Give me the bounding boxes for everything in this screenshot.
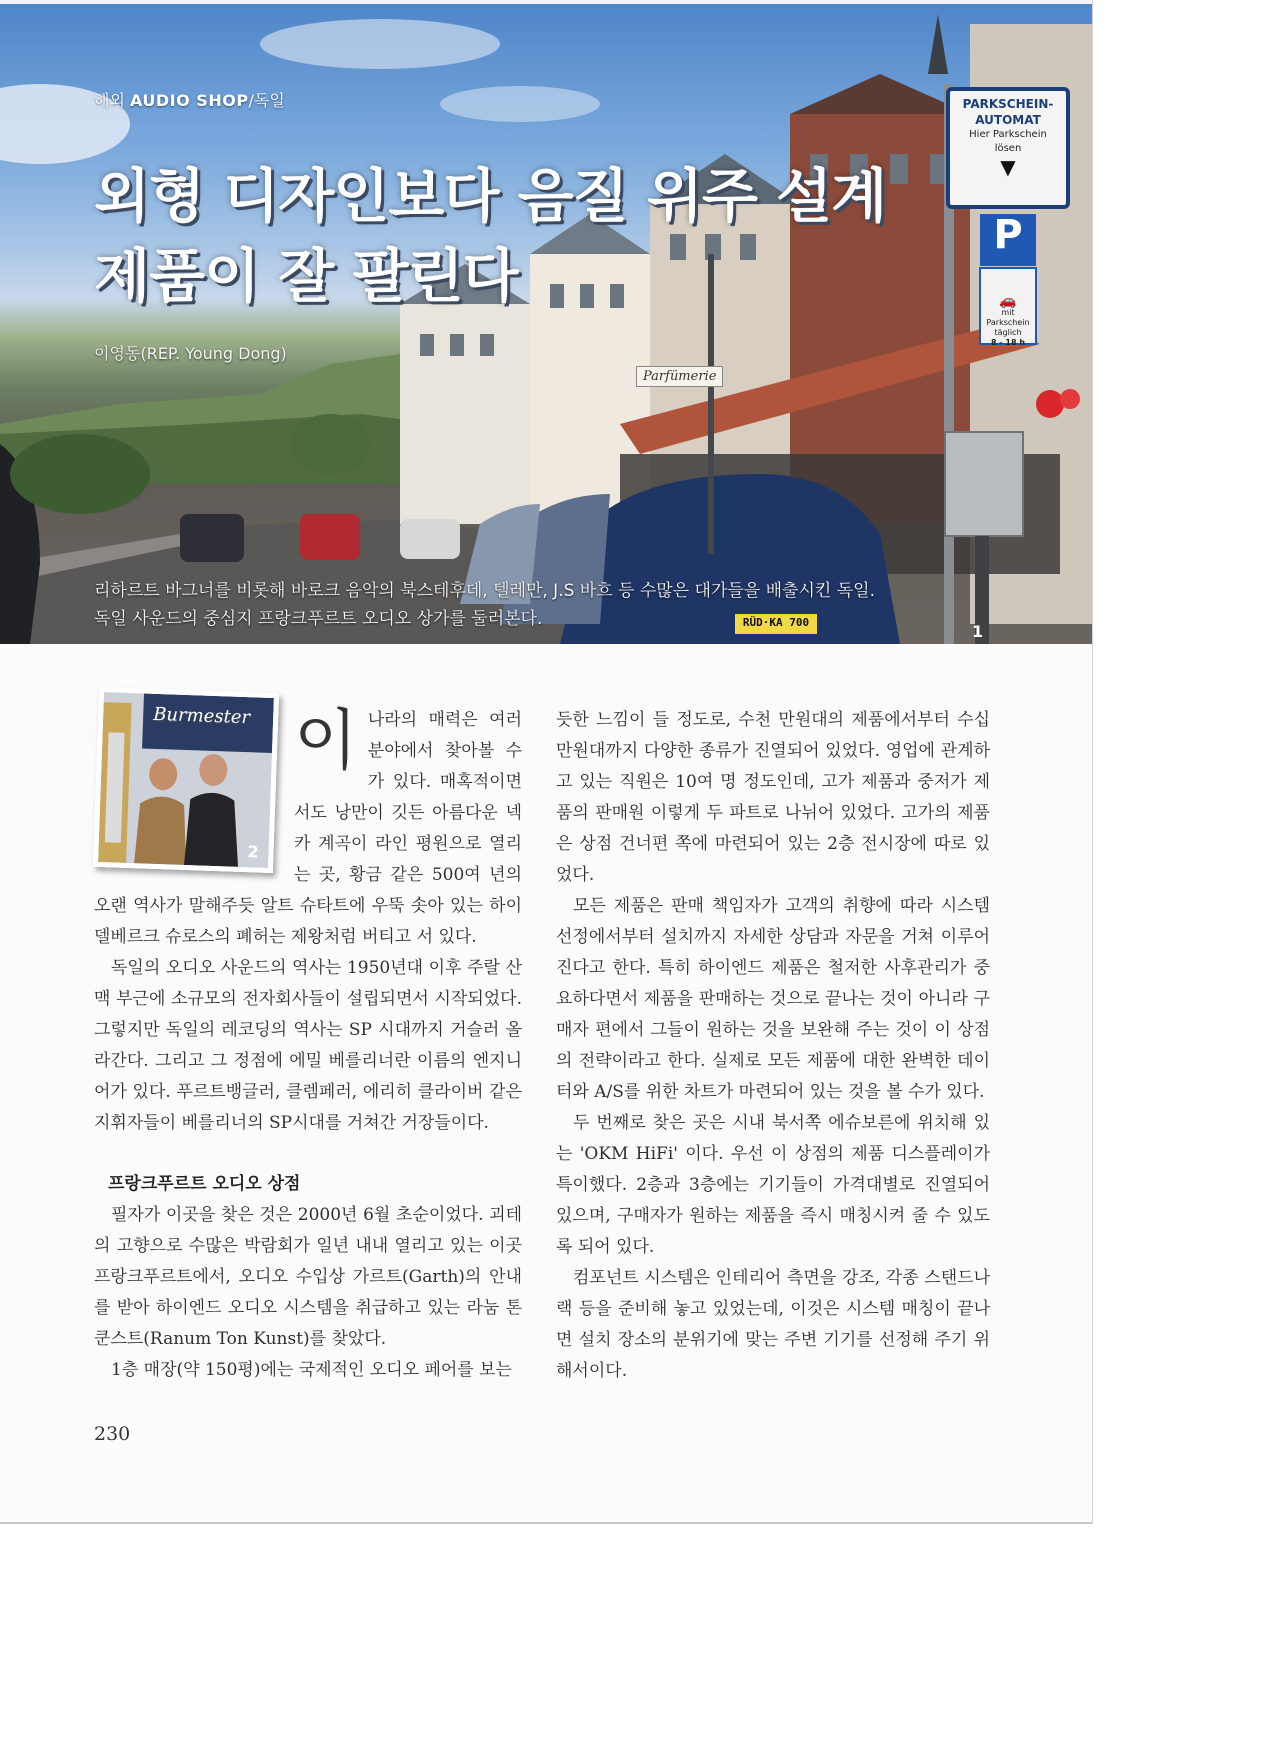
section-label (94, 88, 285, 111)
right-column (556, 705, 990, 1387)
parking-sub1: mit (1001, 308, 1015, 317)
hero-photo (0, 4, 1092, 644)
page-number: 230 (94, 1423, 131, 1445)
automat-line2: AUTOMAT (975, 113, 1041, 127)
article-paragraph-2: 독일의 오디오 사운드의 역사는 1950년대 이후 주랄 산맥 부근에 소규모의 전자회사들이 설립되면서 시작되었다. 그렇지만 독일의 레코딩의 역사는 SP 시대까지 거슬러 올라간다. 그리고 그 정점에 에밀 베를리너란 이름의 엔지니어가 있다. 푸르트뱅글러, 클렘페러, 에리히 클라이버 같은 지휘자들이 베를리너의 SP시대를 거쳐간 거장들이다. (94, 958, 522, 1133)
parking-sub2: Parkschein (986, 318, 1030, 327)
photo-caption (94, 577, 894, 633)
burmester-logo: Burmester (152, 703, 251, 729)
caption-line1: 리하르트 바그너를 비롯해 바로크 음악의 북스테후데, 텔레만, J.S 바흐 등 수많은 대가들을 배출시킨 독일. (94, 581, 875, 601)
photo-number: 1 (972, 622, 984, 641)
left-column (94, 702, 522, 1386)
down-arrow-icon: ▼ (1000, 155, 1016, 179)
shop-sign: Parfümerie (636, 366, 723, 387)
article-paragraph-3: 필자가 이곳을 찾은 것은 2000년 6월 초순이었다. 괴테의 고향으로 수많은 박람회가 일년 내내 열리고 있는 이곳 프랑크푸르트에서, 오디오 수입상 가르트(Garth)의 안내를 받아 하이엔드 오디오 시스템을 취급하고 있는 라눔 톤 쿤스트(Ranum Ton Kunst)를 찾았다. (94, 1205, 522, 1349)
inset-spacer (94, 705, 294, 891)
article-paragraph-6: 모든 제품은 판매 책임자가 고객의 취향에 따라 시스템 선정에서부터 설치까지 자세한 상담과 자문을 거쳐 이루어진다고 한다. 특히 하이엔드 제품은 철저한 사후관리가 중요하다면서 제품을 판매하는 것으로 끝나는 것이 아니라 구매자 편에서 그들이 원하는 것을 보완해 주는 것이 이 상점의 전략이라고 한다. 실제로 모든 제품에 대한 완벽한 데이터와 A/S를 위한 차트가 마련되어 있는 것을 볼 수가 있다. (556, 896, 990, 1102)
byline: 이영동(REP. Young Dong) (94, 344, 287, 363)
article-paragraph-5: 듯한 느낌이 들 정도로, 수천 만원대의 제품에서부터 수십 만원대까지 다양한 종류가 진열되어 있었다. 영업에 관계하고 있는 직원은 10여 명 정도인데, 고가 제품과 중저가 제품의 판매원 이렇게 두 파트로 나뉘어 있었다. 고가의 제품은 상점 건너편 쪽에 마련되어 있는 2층 전시장에 따로 있었다. (556, 710, 990, 885)
section-prefix: 해외 (94, 91, 125, 110)
drop-cap: 이 (294, 702, 358, 779)
license-plate: RÜD·KA 700 (742, 616, 810, 629)
car-icon: 🚗 (999, 293, 1017, 309)
inset-photo-number: 2 (247, 842, 259, 862)
parking-sub4: 8 - 18 h (990, 338, 1026, 347)
headline-line1: 외형 디자인보다 음질 위주 설계 (94, 162, 887, 230)
parking-automat-sign (952, 96, 1064, 178)
article-paragraph-4: 1층 매장(약 150평)에는 국제적인 오디오 페어를 보는 (111, 1360, 512, 1380)
caption-line2: 독일 사운드의 중심지 프랑크푸르트 오디오 상가를 둘러본다. (94, 609, 543, 629)
automat-line1: PARKSCHEIN- (962, 97, 1054, 111)
headline (94, 156, 886, 316)
parking-p-sign: P (993, 212, 1023, 258)
section-title: AUDIO SHOP (130, 91, 249, 110)
automat-line3: Hier Parkschein (969, 129, 1047, 140)
parking-time-sign (982, 294, 1034, 348)
article-paragraph-7: 두 번째로 찾은 곳은 시내 북서쪽 에슈보른에 위치해 있는 'OKM HiFi' 이다. 우선 이 상점의 제품 디스플레이가 특이했다. 2층과 3층에는 기기들이 가격대별로 진열되어 있으며, 구매자가 원하는 제품을 즉시 매칭시켜 줄 수 있도록 되어 있다. (556, 1113, 990, 1257)
section-suffix: /독일 (248, 91, 285, 110)
automat-line4: lösen (994, 143, 1022, 154)
p1-text: 나라의 매력은 여러 분야에서 찾아볼 수 가 있다. 매혹적이면서도 낭만이 깃든 아름다운 넥카 계곡이 라인 평원으로 열리는 곳, 황금 같은 500여 년의 오랜 역사가 말해주듯 알트 슈타트에 우뚝 솟아 있는 하이델베르크 슈로스의 폐허는 제왕처럼 버티고 서 있다. (94, 710, 522, 947)
parking-sub3: täglich (994, 328, 1022, 337)
headline-line2: 제품이 잘 팔린다 (94, 242, 518, 310)
article-subhead: 프랑크푸르트 오디오 상점 (108, 1174, 301, 1194)
article-paragraph-8: 컴포넌트 시스템은 인테리어 측면을 강조, 각종 스탠드나 랙 등을 준비해 놓고 있었는데, 이것은 시스템 매칭이 끝나면 설치 장소의 분위기에 맞는 주변 기기를 선정해 주기 위해서이다. (556, 1268, 990, 1381)
